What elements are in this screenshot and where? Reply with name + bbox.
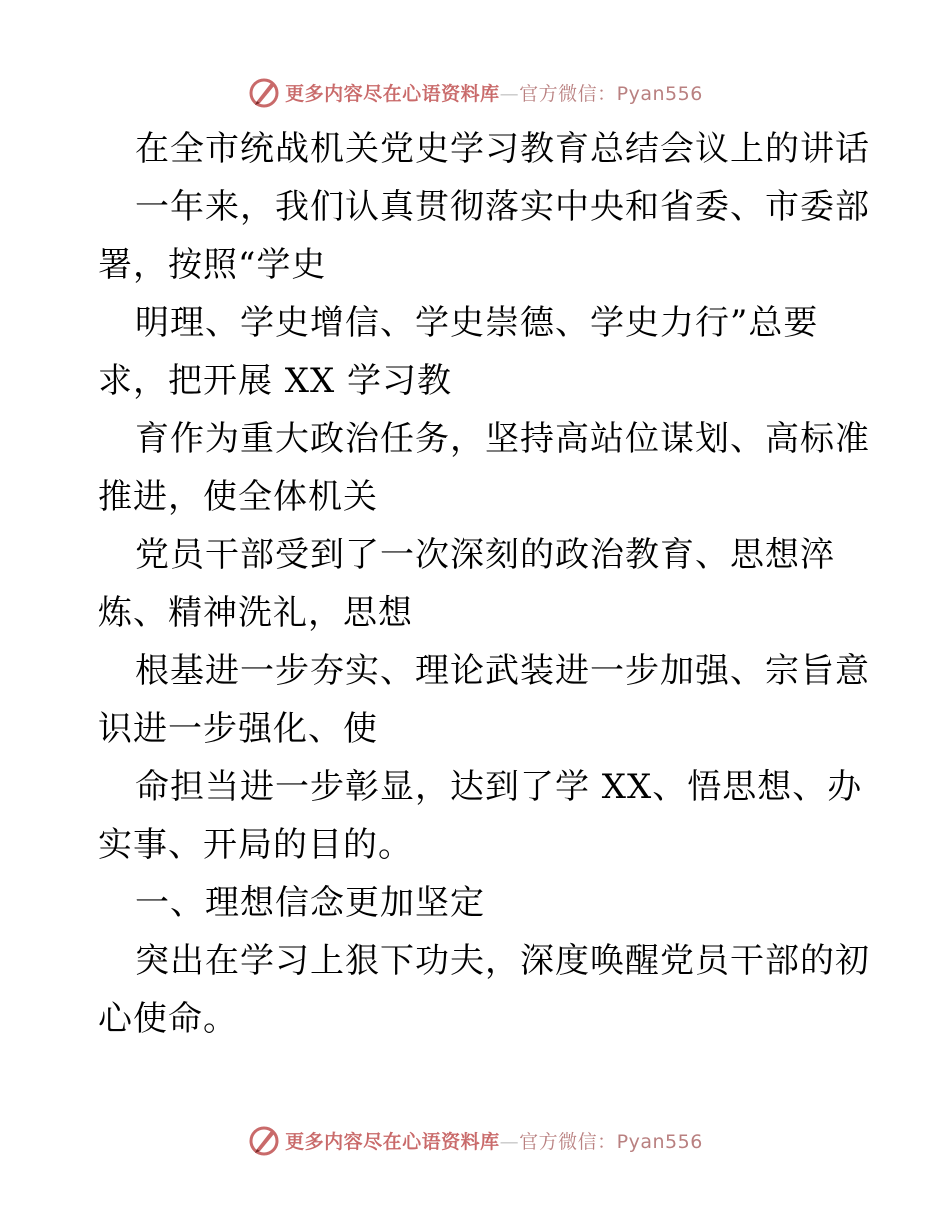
- document-body: [98, 120, 870, 1048]
- document-title: 在全市统战机关党史学习教育总结会议上的讲话: [135, 129, 870, 169]
- paragraph-line: 推进，使全体机关: [98, 477, 378, 517]
- watermark-separator: —: [499, 1130, 520, 1153]
- paragraph-line: 心使命。: [98, 999, 238, 1039]
- watermark-main: 更多内容尽在心语资料库: [285, 82, 500, 105]
- watermark-separator: —: [499, 82, 520, 105]
- paragraph-line: 党员干部受到了一次深刻的政治教育、思想淬: [135, 535, 835, 575]
- header-watermark: [0, 72, 950, 112]
- pen-logo-icon: [247, 75, 281, 109]
- watermark-wechat: 官方微信：Pyan556: [519, 82, 703, 105]
- paragraph-line: 求，把开展 XX 学习教: [98, 361, 453, 401]
- footer-watermark: [0, 1120, 950, 1160]
- watermark-wechat: 官方微信：Pyan556: [519, 1130, 703, 1153]
- paragraph-line: 突出在学习上狠下功夫，深度唤醒党员干部的初: [135, 941, 870, 981]
- watermark-main: 更多内容尽在心语资料库: [285, 1130, 500, 1153]
- pen-logo-icon: [247, 1123, 281, 1157]
- section-heading: 一、理想信念更加坚定: [135, 883, 485, 923]
- paragraph-line: 署，按照“学史: [98, 245, 327, 285]
- paragraph-line: 炼、精神洗礼，思想: [98, 593, 413, 633]
- paragraph-line: 实事、开局的目的。: [98, 825, 413, 865]
- watermark-text: [285, 1127, 703, 1154]
- paragraph-line: 识进一步强化、使: [98, 709, 378, 749]
- paragraph-line: 育作为重大政治任务，坚持高站位谋划、高标准: [135, 419, 870, 459]
- paragraph-line: 根基进一步夯实、理论武装进一步加强、宗旨意: [135, 651, 870, 691]
- paragraph-line: 明理、学史增信、学史崇德、学史力行”总要: [135, 303, 819, 343]
- watermark-text: [285, 79, 703, 106]
- paragraph-line: 一年来，我们认真贯彻落实中央和省委、市委部: [135, 187, 870, 227]
- paragraph-line: 命担当进一步彰显，达到了学 XX、悟思想、办: [135, 767, 863, 807]
